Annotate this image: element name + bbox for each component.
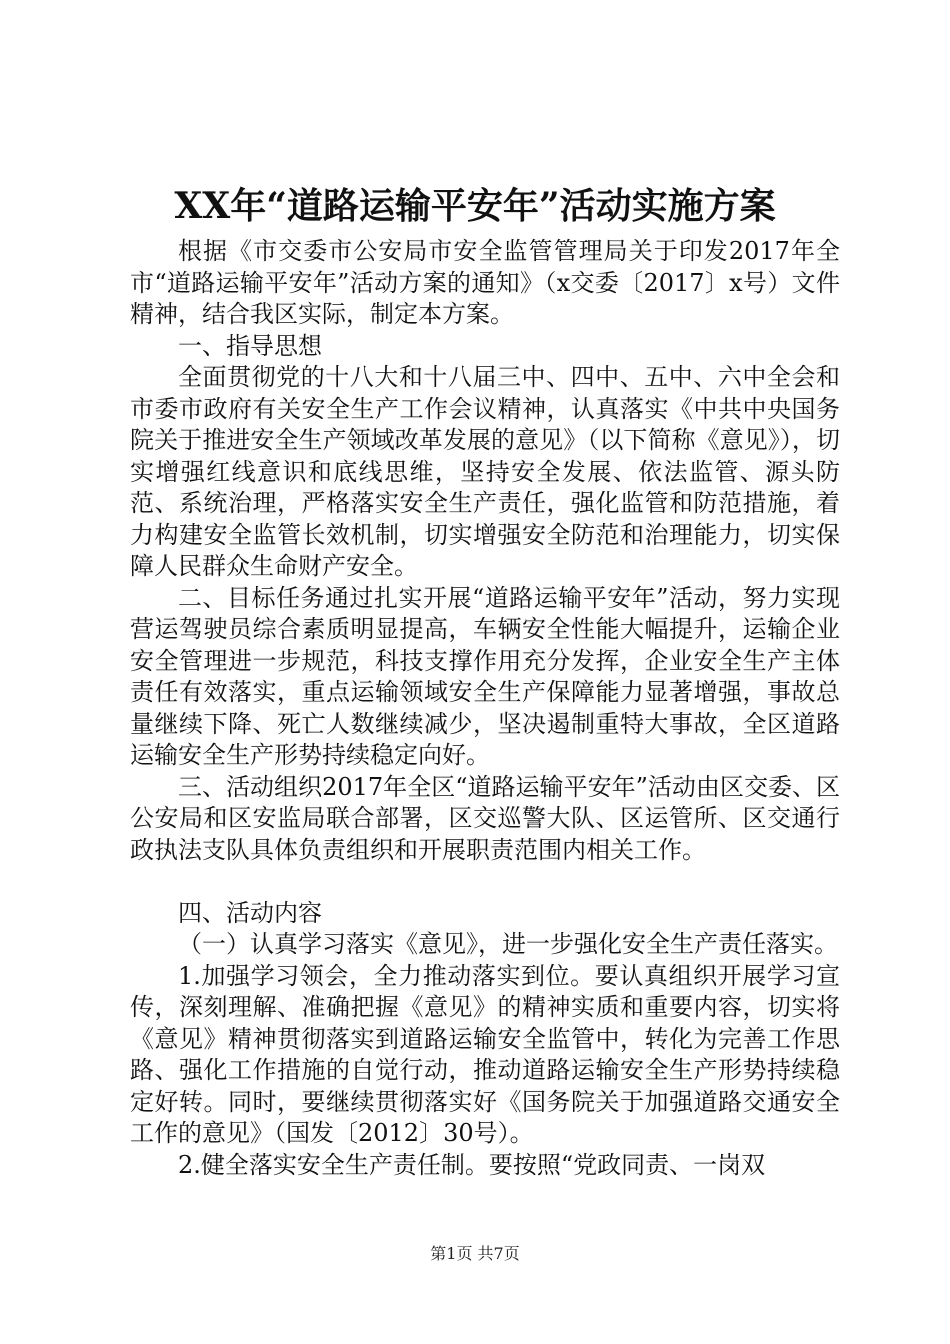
document-title: XX年“道路运输平安年”活动实施方案 bbox=[174, 185, 776, 227]
paragraph-intro: 根据《市交委市公安局市安全监管管理局关于印发2017年全市“道路运输平安年”活动方案的通知》（x交委〔2017〕x号）文件精神，结合我区实际，制定本方案。 bbox=[130, 237, 840, 328]
paragraph-goals: 二、目标任务通过扎实开展“道路运输平安年”活动，努力实现营运驾驶员综合素质明显提高，车辆安全性能大幅提升，运输企业安全管理进一步规范，科技支撑作用充分发挥，企业安全生产主体责任有效落实，重点运输领域安全生产保障能力显著增强，事故总量继续下降、死亡人数继续减少，坚决遏制重特大事故，全区道路运输安全生产形势持续稳定向好。 bbox=[130, 583, 840, 769]
subheading-study-opinions: （一）认真学习落实《意见》，进一步强化安全生产责任落实。 bbox=[178, 930, 838, 958]
paragraph-item-2: 2.健全落实安全生产责任制。要按照“党政同责、一岗双 bbox=[178, 1150, 766, 1179]
heading-activity-content: 四、活动内容 bbox=[178, 898, 322, 927]
document-body bbox=[130, 236, 840, 1181]
heading-guiding-ideology: 一、指导思想 bbox=[178, 331, 322, 360]
paragraph-item-1: 1.加强学习领会，全力推动落实到位。要认真组织开展学习宣传，深刻理解、准确把握《意见》的精神实质和重要内容，切实将《意见》精神贯彻落实到道路运输安全监管中，转化为完善工作思路、强化工作措施的自觉行动，推动道路运输安全生产形势持续稳定好转。同时，要继续贯彻落实好《国务院关于加强道路交通安全工作的意见》（国发〔2012〕30号）。 bbox=[130, 961, 840, 1147]
paragraph-organization: 三、活动组织2017年全区“道路运输平安年”活动由区交委、区公安局和区安监局联合部署，区交巡警大队、区运管所、区交通行政执法支队具体负责组织和开展职责范围内相关工作。 bbox=[130, 772, 840, 864]
paragraph-guiding-ideology: 全面贯彻党的十八大和十八届三中、四中、五中、六中全会和市委市政府有关安全生产工作会议精神，认真落实《中共中央国务院关于推进安全生产领域改革发展的意见》（以下简称《意见》），切实增强红线意识和底线思维，坚持安全发展、依法监管、源头防范、系统治理，严格落实安全生产责任，强化监管和防范措施，着力构建安全监管长效机制，切实增强安全防范和治理能力，切实保障人民群众生命财产安全。 bbox=[130, 363, 840, 580]
page-footer: 第1页 共7页 bbox=[430, 1244, 520, 1263]
